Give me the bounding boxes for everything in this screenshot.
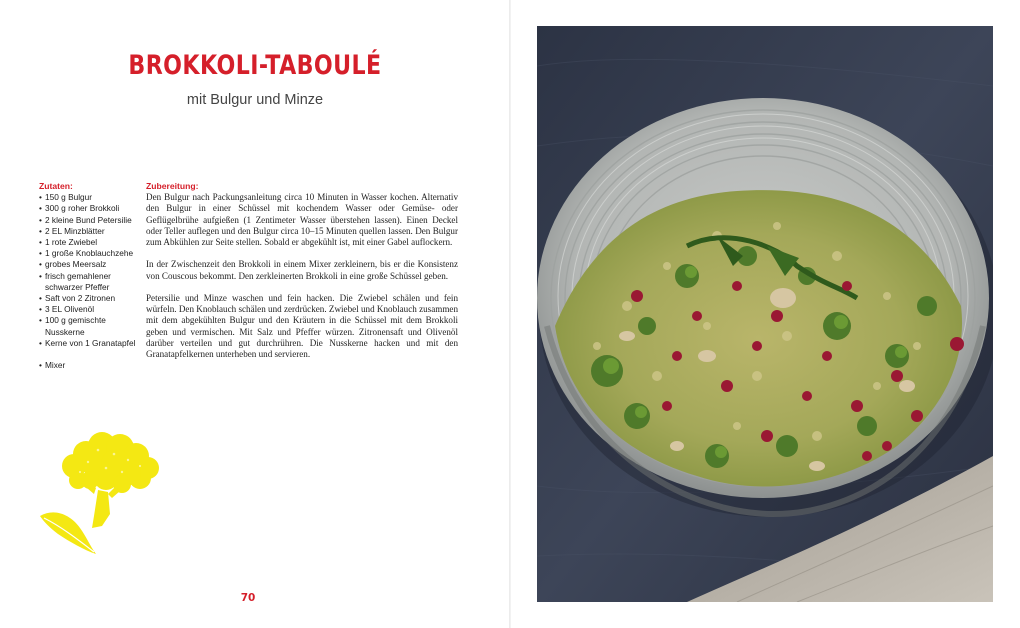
recipe-subtitle: mit Bulgur und Minze	[186, 92, 324, 108]
list-item: • 150 g Bulgur	[39, 192, 139, 203]
preparation-heading: Zubereitung:	[146, 181, 199, 191]
list-item: • grobes Meersalz	[39, 259, 139, 270]
list-item: • 3 EL Olivenöl	[39, 304, 139, 315]
list-item: • frisch gemahlener schwarzer Pfeffer	[39, 271, 139, 293]
list-item: • Saft von 2 Zitronen	[39, 293, 139, 304]
list-item: • 300 g roher Brokkoli	[39, 203, 139, 214]
recipe-title: BROKKOLI-TABOULÉ	[128, 50, 382, 81]
preparation-section	[146, 181, 458, 371]
preparation-paragraph: In der Zwischenzeit den Brokkoli in einem Mixer zerkleinern, bis er die Konsistenz von Couscous bekommt. Den zerkleinerten Brokkoli in eine große Schüssel geben.	[146, 259, 458, 281]
broccoli-illustration	[36, 430, 168, 560]
list-item: • Kerne von 1 Granatapfel	[39, 338, 139, 349]
broccoli-icon	[36, 430, 168, 560]
list-item: • 100 g gemischte Nusskerne	[39, 315, 139, 337]
salad-bowl-image	[537, 26, 993, 602]
food-photo	[537, 26, 993, 602]
ingredients-section	[39, 181, 139, 371]
preparation-paragraph: Petersilie und Minze waschen und fein hacken. Die Zwiebel schälen und fein würfeln. Den Knoblauch schälen und zerdrücken. Zwiebel und Knoblauch zusammen mit dem abgekühlten Bulgur und den Kräutern in die Schüssel mit dem Brokkoli geben und vermischen. Mit Salz und Pfeffer würzen. Zitronensaft und Olivenöl darüber verteilen und gut durchrühren. Die Nusskerne hacken und mit den Granatapfelkernen unterheben und servieren.	[146, 293, 458, 360]
ingredients-list	[39, 192, 139, 349]
equipment-list	[39, 360, 139, 371]
list-item: • 1 große Knoblauchzehe	[39, 248, 139, 259]
list-item: • 1 rote Zwiebel	[39, 237, 139, 248]
equipment-item: • Mixer	[39, 360, 139, 371]
page-number: 70	[240, 592, 256, 604]
gutter	[509, 0, 511, 628]
preparation-paragraph: Den Bulgur nach Packungsanleitung circa 10 Minuten in Wasser kochen. Alternativ den Bulgur in einer Schüssel mit kochendem Wasser oder Gemüse- oder Geflügelbrühe aufgießen (1 Zentimeter Wasser überstehen lassen). Einen Deckel oder Teller auflegen und den Bulgur circa 10–15 Minuten quellen lassen. Den Bulgur zum Abkühlen zur Seite stellen. Sobald er abgekühlt ist, mit einer Gabel auflockern.	[146, 192, 458, 248]
ingredients-heading: Zutaten:	[39, 181, 73, 191]
list-item: • 2 EL Minzblätter	[39, 226, 139, 237]
list-item: • 2 kleine Bund Petersilie	[39, 215, 139, 226]
